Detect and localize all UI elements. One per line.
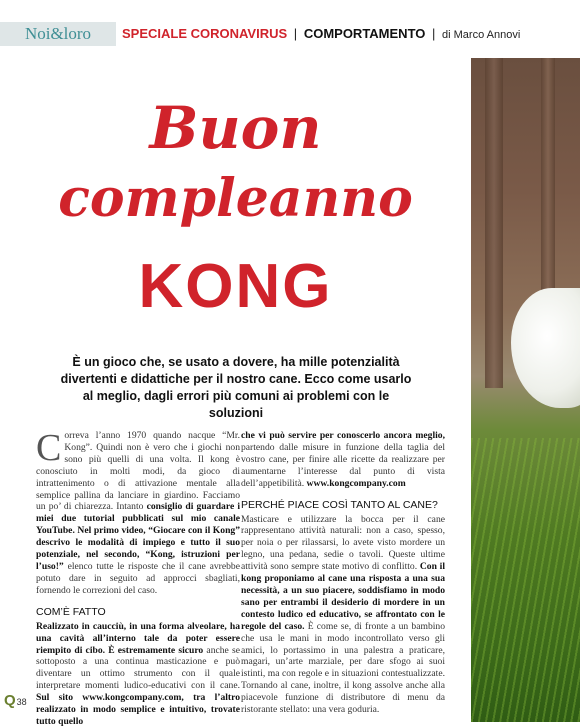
text-run: Masticare e utilizzare la bocca per il cane rappresentano attività naturali: non a caso, spesso, per noia o per rilassarsi, lo avete visto mordere un legno, una pedana, sedie o tavoli. Queste ultime attività sono sempre state motivo di conflitto. bbox=[241, 513, 445, 573]
text-run: anche se sottoposto a una continua masticazione e può diventare un ottimo strumento con il quale interpretare momenti ludico-educativi con il cane. bbox=[36, 644, 240, 692]
text-run: elenco tutte le risposte che il cane avrebbe potuto dare in seguito ad approcci sbagliati, fornendo le correzioni del caso. bbox=[36, 560, 240, 596]
text-run-bold: Realizzato in caucciù, in una forma alveolare, bbox=[36, 620, 230, 632]
kicker-category: COMPORTAMENTO bbox=[303, 26, 426, 41]
text-column-2 bbox=[241, 430, 445, 716]
page-folio bbox=[4, 692, 27, 709]
subheading: PERCHÉ PIACE COSÌ TANTO AL CANE? bbox=[241, 498, 438, 511]
text-run-bold: www.kongcompany.com bbox=[306, 477, 406, 489]
author-byline: di Marco Annovi bbox=[442, 29, 521, 41]
kicker-separator: | bbox=[432, 26, 436, 41]
photo-background-post bbox=[485, 58, 503, 388]
page-header bbox=[0, 22, 580, 46]
text-run-bold: ha una cavità all’interno tale da poter essere riempito di cibo. È estremamente sicuro bbox=[36, 620, 240, 656]
text-run-bold: che vi può servire per conoscerlo ancora meglio, bbox=[241, 430, 445, 441]
text-run: partendo dalle misure in funzione della taglia del vostro cane, per finire alle ricette da realizzare per aumentarne l’interesse dal punto di vista dell’appetibilità. bbox=[241, 441, 445, 489]
article-lede: È un gioco che, se usato a dovere, ha mille potenzialità divertenti e didattiche per il nostro cane. Ecco come usarlo al meglio, dagli errori più comuni ai problemi con le soluzioni bbox=[60, 355, 412, 420]
photo-grass bbox=[471, 438, 580, 722]
paragraph bbox=[36, 621, 240, 728]
section-tab: Noi&loro bbox=[0, 22, 116, 46]
dog-photo bbox=[471, 58, 580, 722]
subheading: COM’È FATTO bbox=[36, 605, 106, 618]
text-run-bold: Sul sito www.kongcompany.com, tra l’altro realizzato in modo semplice e intuitivo, trovate tutto quello bbox=[36, 692, 240, 727]
paragraph bbox=[36, 427, 240, 597]
magazine-logo-mark: Q bbox=[4, 692, 16, 709]
headline-line-3: KONG bbox=[138, 252, 333, 321]
drop-cap: C bbox=[36, 427, 62, 469]
headline-line-2: compleanno bbox=[58, 168, 413, 229]
text-run: È come se, di fronte a un bambino che usa le mani in modo incontrollato verso gli amici, lo portassimo in una palestra a praticare, magari, un’arte marziale, per dare sfogo ai suoi istinti, ma con regole e in situazioni contestualizzate. Tornando al cane, inoltre, il kong assolve anche alla piacevole funzione di distributore di menu da ristorante stellato: una vera goduria. bbox=[241, 620, 446, 716]
kicker-separator: | bbox=[293, 26, 298, 41]
kicker-line bbox=[122, 25, 520, 44]
headline-line-1: Buon bbox=[149, 94, 322, 162]
text-run-bold: consiglio di guardare i miei due tutorial pubblicati sul mio canale YouTube. Nel primo video, “Giocare con il Kong” descrivo le modalità di impiego e tutto il suo potenziale, nel secondo, “Kong, istruzioni per l’uso!” bbox=[36, 501, 240, 572]
page-number: 38 bbox=[16, 697, 27, 707]
text-run: orreva l’anno 1970 quando nacque “Mr. Kong”. Quindi non è vero che i giochi non sono più quelli di una volta. Il kong è conosciuto in molti modi, da gioco di intrattenimento o di attivazione mentale alla semplice pallina da lanciare in giardino. Facciamo un po’ di chiarezza. Intanto bbox=[36, 430, 240, 513]
text-column-1 bbox=[36, 427, 240, 728]
text-run-bold: Con il kong proponiamo al cane una risposta a una sua necessità, a un suo piacere, soddisfiamo in modo sano per entrambi il desiderio di mordere in un contesto ludico ed educativo, se affrontato con le regole del caso. bbox=[241, 561, 446, 632]
photo-dog-fur bbox=[511, 288, 580, 408]
paragraph bbox=[241, 430, 445, 490]
paragraph bbox=[241, 514, 445, 716]
kicker-special: SPECIALE CORONAVIRUS bbox=[122, 26, 288, 41]
